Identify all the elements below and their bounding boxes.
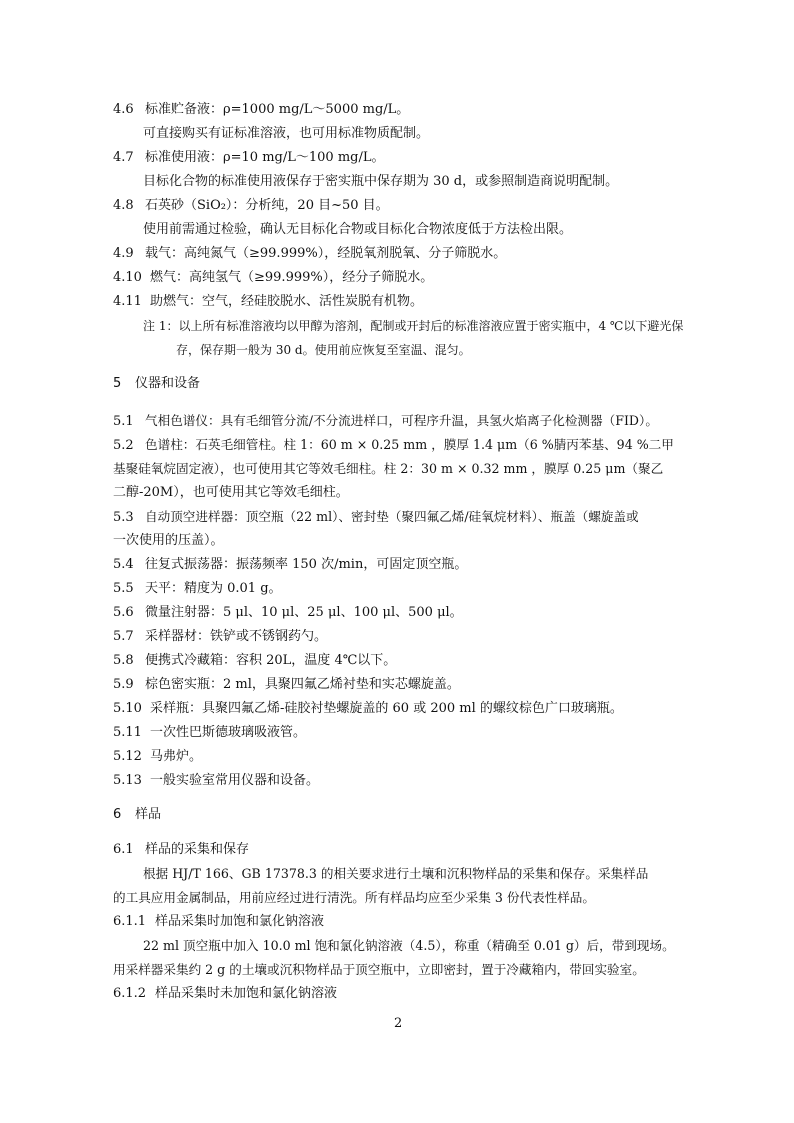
paragraph-6-1-line-2: 的工具应用金属制品，用前应经过进行清洗。所有样品均应至少采集 3 份代表性样品。 [113, 890, 595, 905]
paragraph-6-1-1-line-2: 用采样器采集约 2 g 的土壤或沉积物样品于顶空瓶中，立即密封，置于冷藏箱内，带回实验室。 [113, 962, 645, 977]
section-heading-5 [113, 375, 200, 392]
clause-4-8 [113, 197, 389, 214]
clause-number: 5.11 [113, 725, 142, 740]
clause-4-11 [113, 293, 423, 310]
clause-number: 6.1.1 [113, 914, 147, 929]
clause-4-8-continuation: 使用前需通过检验，确认无目标化合物或目标化合物浓度低于方法检出限。 [143, 222, 573, 237]
clause-number: 5.1 [113, 414, 134, 429]
clause-5-2-line-3: 二醇-20M），也可使用其它等效毛细柱。 [113, 485, 349, 500]
clause-number: 6.1 [113, 842, 134, 857]
clause-number: 6.1.2 [113, 986, 147, 1001]
clause-6-1 [113, 841, 249, 858]
clause-number: 5.9 [113, 677, 134, 692]
clause-text: 气相色谱仪：具有毛细管分流/不分流进样口，可程序升温，具氢火焰离子化检测器（FID）。 [145, 413, 658, 428]
clause-text: 样品的采集和保存 [145, 842, 250, 857]
heading-number: 5 [113, 376, 122, 391]
clause-4-10 [113, 269, 433, 286]
clause-4-6 [113, 101, 409, 118]
clause-number: 5.6 [113, 605, 134, 620]
clause-text: 载气：高纯氮气（≥99.999%），经脱氧剂脱氧、分子筛脱水。 [145, 246, 507, 261]
clause-text: 自动顶空进样器：顶空瓶（22 ml）、密封垫（聚四氟乙烯/硅氧烷材料）、瓶盖（螺旋盖或 [145, 509, 639, 524]
clause-5-3-line-2: 一次使用的压盖）。 [113, 533, 224, 548]
clause-number: 5.13 [113, 773, 142, 788]
clause-5-2-line-2: 基聚硅氧烷固定液），也可使用其它等效毛细柱。柱 2：30 m × 0.32 mm ，膜厚 0.25 μm（聚乙 [113, 461, 664, 476]
page-number: 2 [394, 1016, 403, 1031]
clause-4-7-continuation: 目标化合物的标准使用液保存于密实瓶中保存期为 30 d，或参照制造商说明配制。 [143, 174, 619, 189]
clause-text: 便携式冷藏箱：容积 20L，温度 4℃以下。 [145, 653, 397, 668]
clause-text: 一般实验室常用仪器和设备。 [150, 773, 320, 788]
clause-number: 5.12 [113, 749, 142, 764]
clause-text: 马弗炉。 [150, 749, 203, 764]
clause-number: 5.8 [113, 653, 134, 668]
clause-5-10 [113, 700, 623, 717]
clause-6-1-1 [113, 913, 324, 930]
clause-5-11 [113, 724, 306, 741]
clause-text: 天平：精度为 0.01 g。 [145, 581, 282, 596]
note-line-1: 注 1：以上所有标准溶液均以甲醇为溶剂，配制或开封后的标准溶液应置于密实瓶中，4 ℃以下避光保 [143, 319, 684, 333]
clause-5-2 [113, 436, 674, 454]
clause-text: 样品采集时未加饱和氯化钠溶液 [155, 986, 338, 1001]
clause-text: 色谱柱：石英毛细管柱。柱 1：60 m × 0.25 mm ，膜厚 1.4 μm（6 %腈丙苯基、94 %二甲 [145, 437, 674, 452]
clause-number: 5.2 [113, 438, 134, 453]
clause-number: 5.4 [113, 557, 134, 572]
clause-4-7 [113, 149, 384, 166]
clause-6-1-2 [113, 985, 337, 1002]
clause-text: 标准使用液：ρ=10 mg/L～100 mg/L。 [145, 150, 385, 165]
heading-number: 6 [113, 807, 122, 822]
clause-number: 4.6 [113, 102, 134, 117]
clause-text: 采样瓶：具聚四氟乙烯-硅胶衬垫螺旋盖的 60 或 200 ml 的螺纹棕色广口玻璃瓶。 [150, 701, 623, 716]
clause-number: 4.11 [113, 294, 142, 309]
clause-number: 5.7 [113, 629, 134, 644]
clause-text: 往复式振荡器：振荡频率 150 次/min，可固定顶空瓶。 [145, 557, 468, 572]
clause-text: 棕色密实瓶：2 ml，具聚四氟乙烯衬垫和实芯螺旋盖。 [145, 677, 460, 692]
clause-5-9 [113, 676, 460, 693]
clause-5-13 [113, 772, 319, 789]
clause-number: 4.9 [113, 246, 134, 261]
clause-text: 采样器材：铁铲或不锈钢药勺。 [145, 629, 328, 644]
section-heading-6 [113, 806, 161, 823]
clause-text: 标准贮备液：ρ=1000 mg/L～5000 mg/L。 [145, 102, 410, 117]
clause-4-9 [113, 245, 506, 262]
clause-number: 4.7 [113, 150, 134, 165]
clause-text: 助燃气：空气，经硅胶脱水、活性炭脱有机物。 [150, 294, 424, 309]
clause-5-1 [113, 412, 658, 430]
clause-text: 微量注射器：5 μl、10 μl、25 μl、100 μl、500 μl。 [145, 605, 463, 620]
paragraph-6-1-line-1: 根据 HJ/T 166、GB 17378.3 的相关要求进行土壤和沉积物样品的采集和保存。采集样品 [143, 866, 649, 881]
clause-text: 燃气：高纯氢气（≥99.999%），经分子筛脱水。 [150, 270, 434, 285]
clause-5-3 [113, 508, 639, 526]
clause-number: 5.5 [113, 581, 134, 596]
clause-5-7 [113, 628, 327, 645]
note-line-2: 存，保存期一般为 30 d。使用前应恢复至室温、混匀。 [176, 343, 471, 357]
heading-title: 样品 [135, 807, 162, 822]
clause-5-8 [113, 652, 396, 669]
clause-5-5 [113, 580, 282, 597]
clause-text: 石英砂（SiO₂）：分析纯，20 目~50 目。 [145, 198, 389, 213]
paragraph-6-1-1-line-1: 22 ml 顶空瓶中加入 10.0 ml 饱和氯化钠溶液（4.5），称重（精确至 0.01 g）后，带到现场。 [143, 938, 675, 953]
clause-number: 5.10 [113, 701, 142, 716]
clause-number: 4.8 [113, 198, 134, 213]
clause-number: 5.3 [113, 510, 134, 525]
clause-number: 4.10 [113, 270, 142, 285]
clause-5-12 [113, 748, 202, 765]
clause-5-6 [113, 604, 463, 621]
clause-text: 一次性巴斯德玻璃吸液管。 [150, 725, 307, 740]
heading-title: 仪器和设备 [135, 376, 201, 391]
clause-4-6-continuation: 可直接购买有证标准溶液，也可用标准物质配制。 [143, 126, 430, 141]
clause-5-4 [113, 556, 467, 573]
clause-text: 样品采集时加饱和氯化钠溶液 [155, 914, 325, 929]
